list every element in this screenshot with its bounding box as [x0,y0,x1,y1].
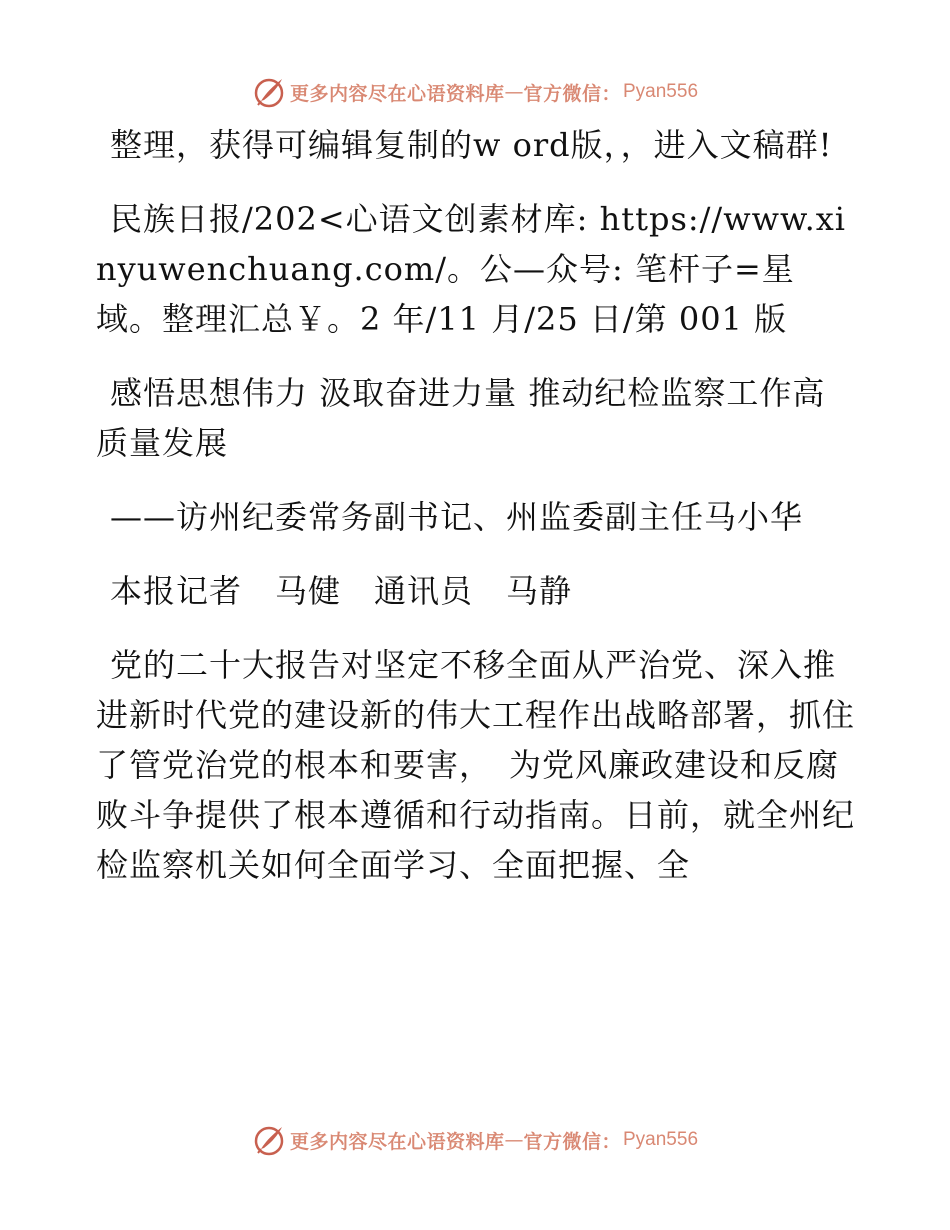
banner-title: 更多内容尽在心语资料库 [289,82,505,105]
quill-logo-icon [252,75,286,109]
banner-wechat-id: Pyan556 [623,81,699,102]
header-watermark-banner [0,72,950,112]
paragraph-body: 党的二十大报告对坚定不移全面从严治党、深入推进新时代党的建设新的伟大工程作出战略部署，抓住了管党治党的根本和要害， 为党风廉政建设和反腐败斗争提供了根本遵循和行动指南。日前，就全州纪检监察机关如何全面学习、全面把握、全 [96,646,856,884]
banner-separator: — [504,81,524,103]
banner-wechat-id: Pyan556 [623,1129,699,1150]
article-title: 感悟思想伟力 汲取奋进力量 推动纪检监察工作高质量发展 [96,374,826,462]
footer-watermark-banner [0,1120,950,1160]
banner-wechat-label: 官方微信： [523,1130,621,1153]
article-byline: 本报记者 马健 通讯员 马静 [110,572,573,610]
banner-wechat-label: 官方微信： [523,82,621,105]
quill-logo-icon [252,1123,286,1157]
banner-separator: — [504,1129,524,1151]
article-subtitle: ——访州纪委常务副书记、州监委副主任马小华 [110,498,804,536]
paragraph-intro: 整理，获得可编辑复制的w ord版，，进入文稿群! [110,126,833,164]
banner-title: 更多内容尽在心语资料库 [289,1130,505,1153]
paragraph-source: 民族日报/202<心语文创素材库: https://www.xinyuwenchuang.com/。公—众号: 笔杆子=星域。整理汇总￥。2 年/11 月/25 日/第 001 版 [96,200,847,338]
document-body [96,120,856,914]
